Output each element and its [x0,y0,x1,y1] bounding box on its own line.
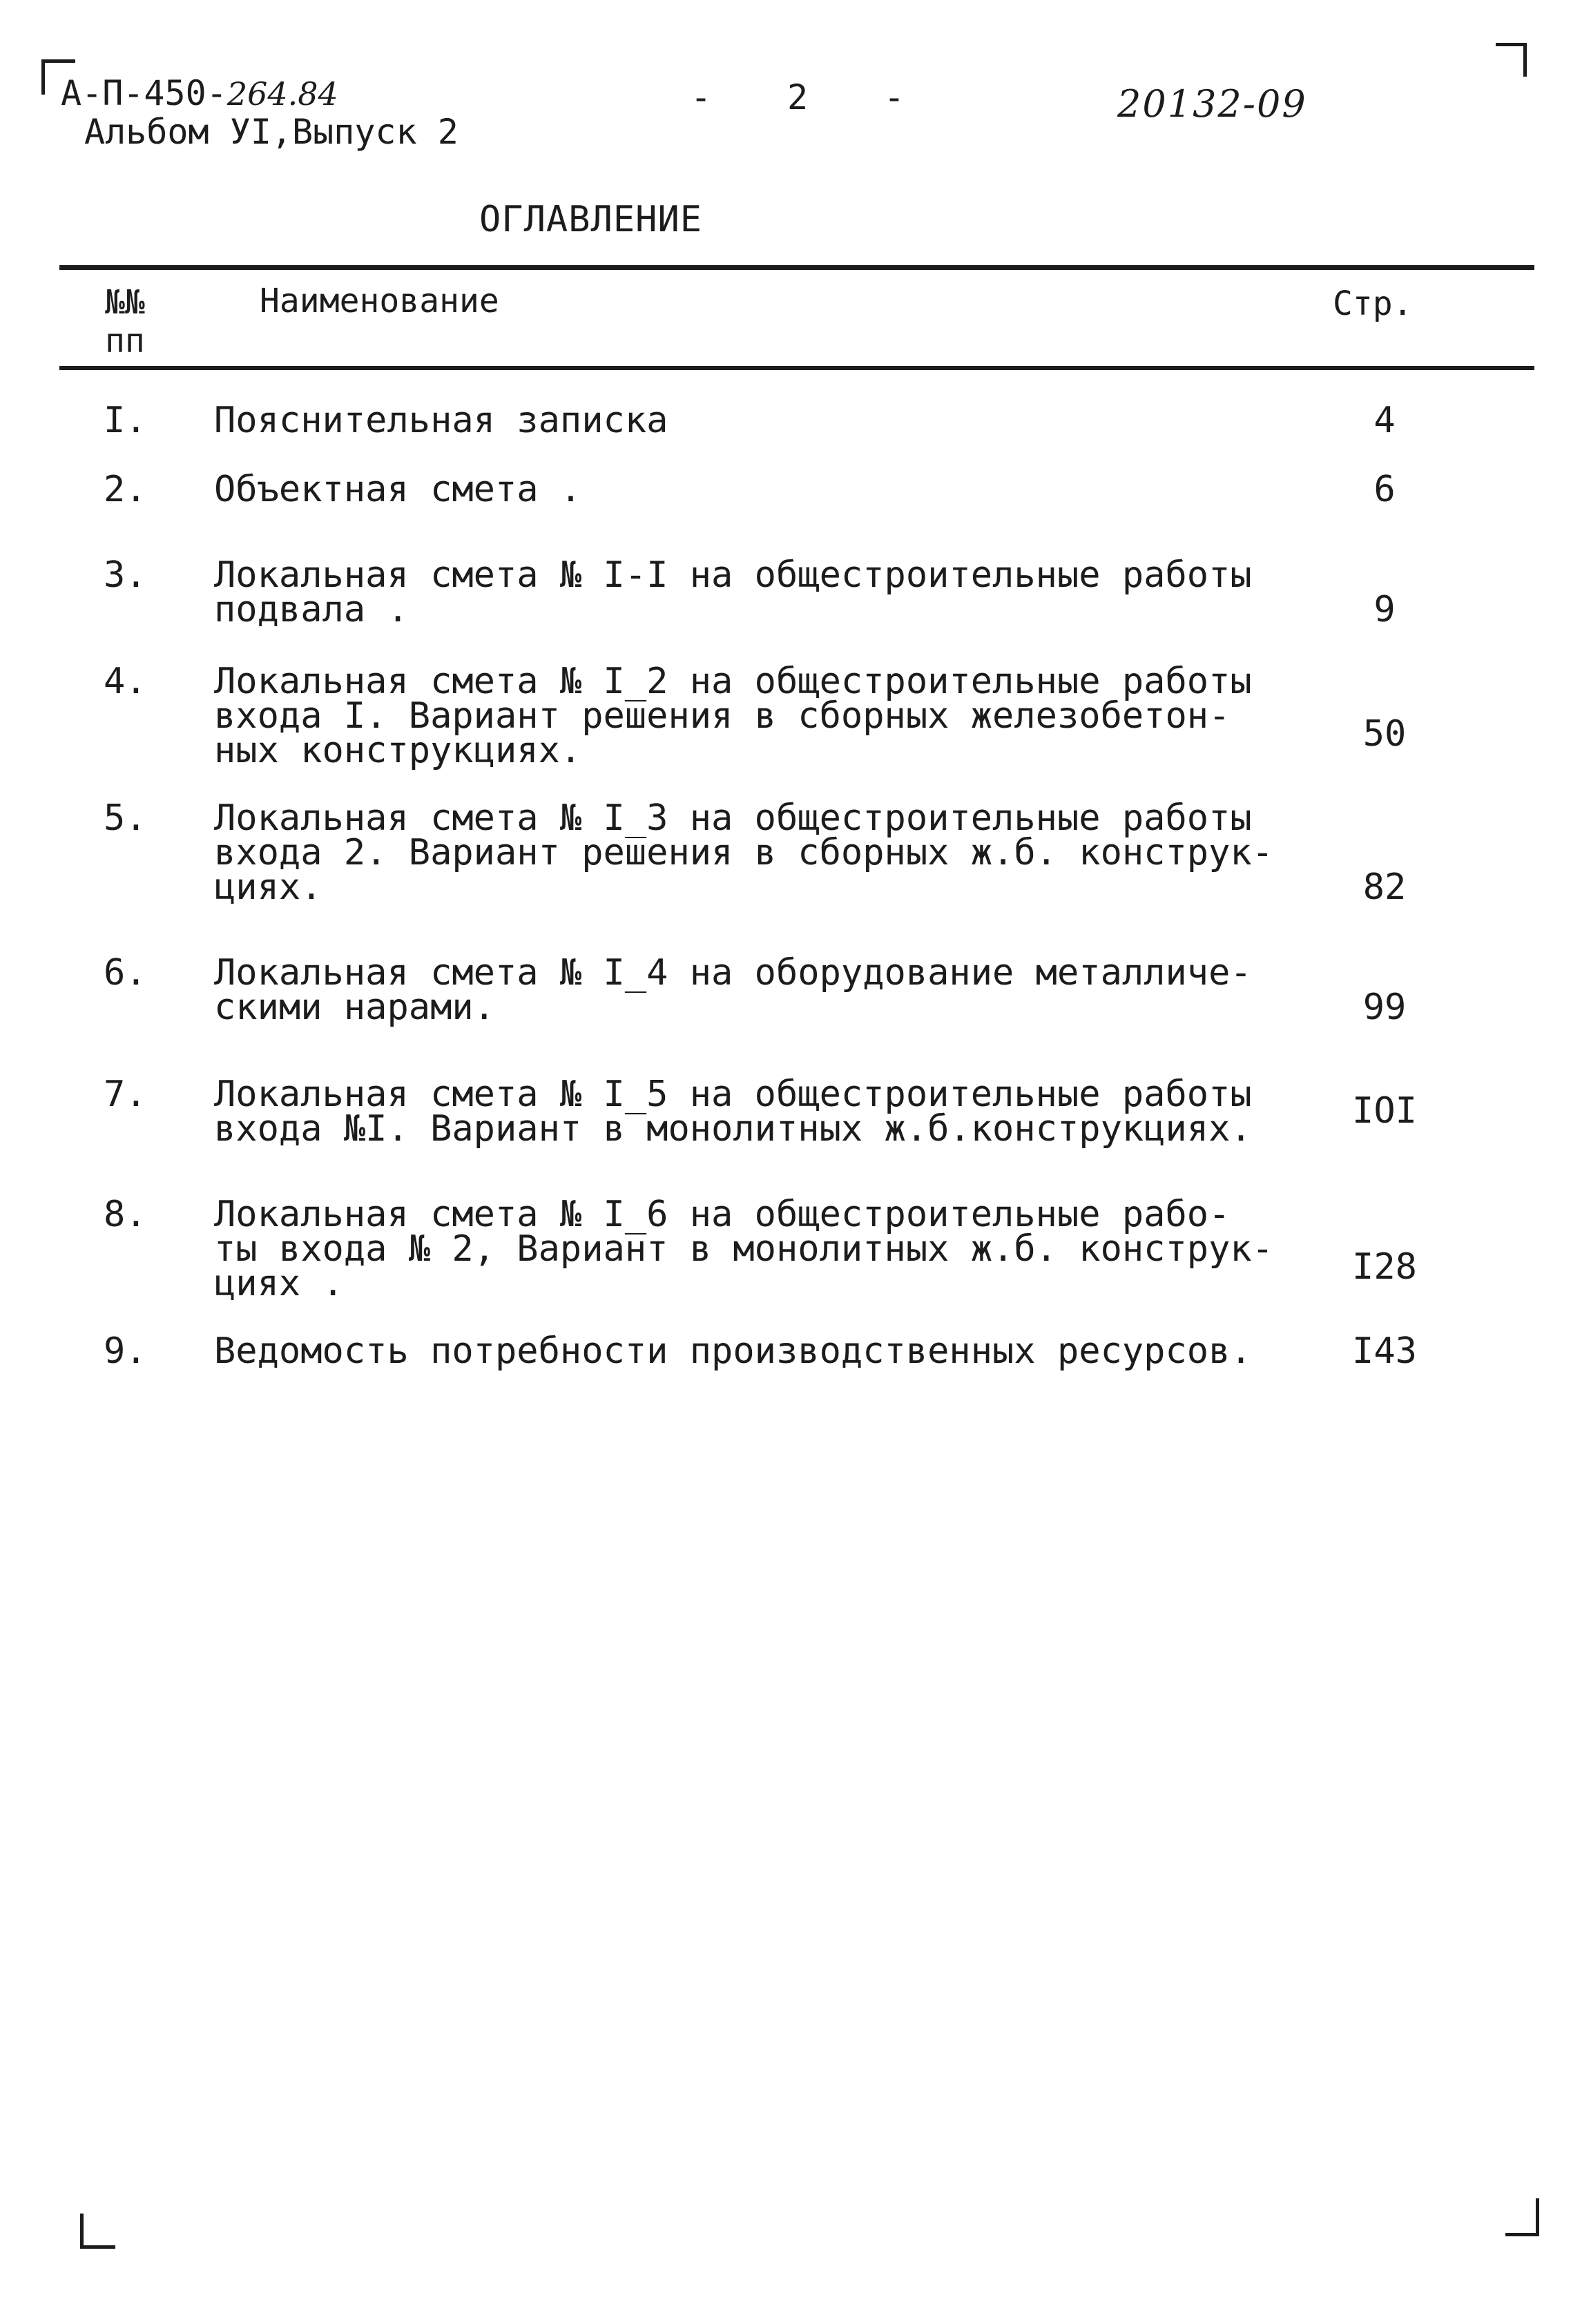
toc-row-title: Объектная смета . [214,469,582,510]
page-dash-right: - [883,77,905,117]
toc-row-number: 5. [104,797,147,839]
toc-row-page: I28 [1352,1246,1417,1288]
toc-row-page: 9 [1373,589,1396,630]
crop-mark-top-right [1496,43,1527,77]
toc-row-title: Локальная смета № I_5 на общестроительные работы входа №I. Вариант в монолитных ж.б.конструкциях. [214,1074,1252,1150]
toc-row-page: 4 [1373,400,1396,441]
toc-row-number: 7. [104,1074,147,1115]
toc-row-title: Локальная смета № I-I на общестроительные работы подвала . [214,554,1252,630]
page-title: ОГЛАВЛЕНИЕ [479,199,703,240]
table-top-rule [59,265,1534,270]
toc-row-title: Локальная смета № I_4 на оборудование металличе- скими нарами. [214,952,1252,1028]
toc-row-number: 2. [104,469,147,510]
crop-mark-bottom-left [80,2214,115,2249]
column-header-number-line2: пп [105,322,145,360]
toc-row-title: Локальная смета № I_6 на общестроительные рабо- ты входа № 2, Вариант в монолитных ж.б. конструк- циях . [214,1194,1274,1304]
column-header-number [105,283,145,360]
album-issue: Альбом УI,Выпуск 2 [84,112,459,152]
toc-row-page: 99 [1362,987,1407,1028]
toc-row-page: I43 [1352,1330,1417,1372]
table-header-rule [59,366,1534,370]
toc-row-number: 9. [104,1330,147,1372]
crop-mark-bottom-right [1505,2198,1539,2236]
page-number-value: 2 [787,77,809,117]
column-header-name: Наименование [260,282,499,320]
toc-row-number: I. [104,400,147,441]
document-code-handwritten: 264.84 [226,75,338,113]
toc-row-number: 6. [104,952,147,994]
toc-row-page: 6 [1373,469,1396,510]
toc-row-page: 82 [1362,866,1407,908]
toc-row-title: Локальная смета № I_3 на общестроительные работы входа 2. Вариант решения в сборных ж.б. конструк- циях. [214,797,1274,908]
toc-row-number: 4. [104,661,147,702]
toc-row-page: 50 [1362,713,1407,755]
toc-row-number: 3. [104,554,147,596]
document-code-typed: А-П-450- [61,73,227,113]
toc-row-title: Ведомость потребности производственных ресурсов. [214,1330,1252,1372]
document-code [61,73,338,113]
toc-row-page: IOI [1352,1090,1417,1132]
column-header-page: Стр. [1333,284,1413,323]
toc-row-number: 8. [104,1194,147,1235]
toc-row-title: Пояснительная записка [214,400,668,441]
handwritten-doc-number: 20132-09 [1117,82,1307,126]
page-number [691,77,905,117]
column-header-number-line1: №№ [105,283,145,322]
toc-row-title: Локальная смета № I_2 на общестроительные работы входа I. Вариант решения в сборных железобетон- ных конструкциях. [214,661,1252,771]
page-dash-left: - [691,77,712,117]
